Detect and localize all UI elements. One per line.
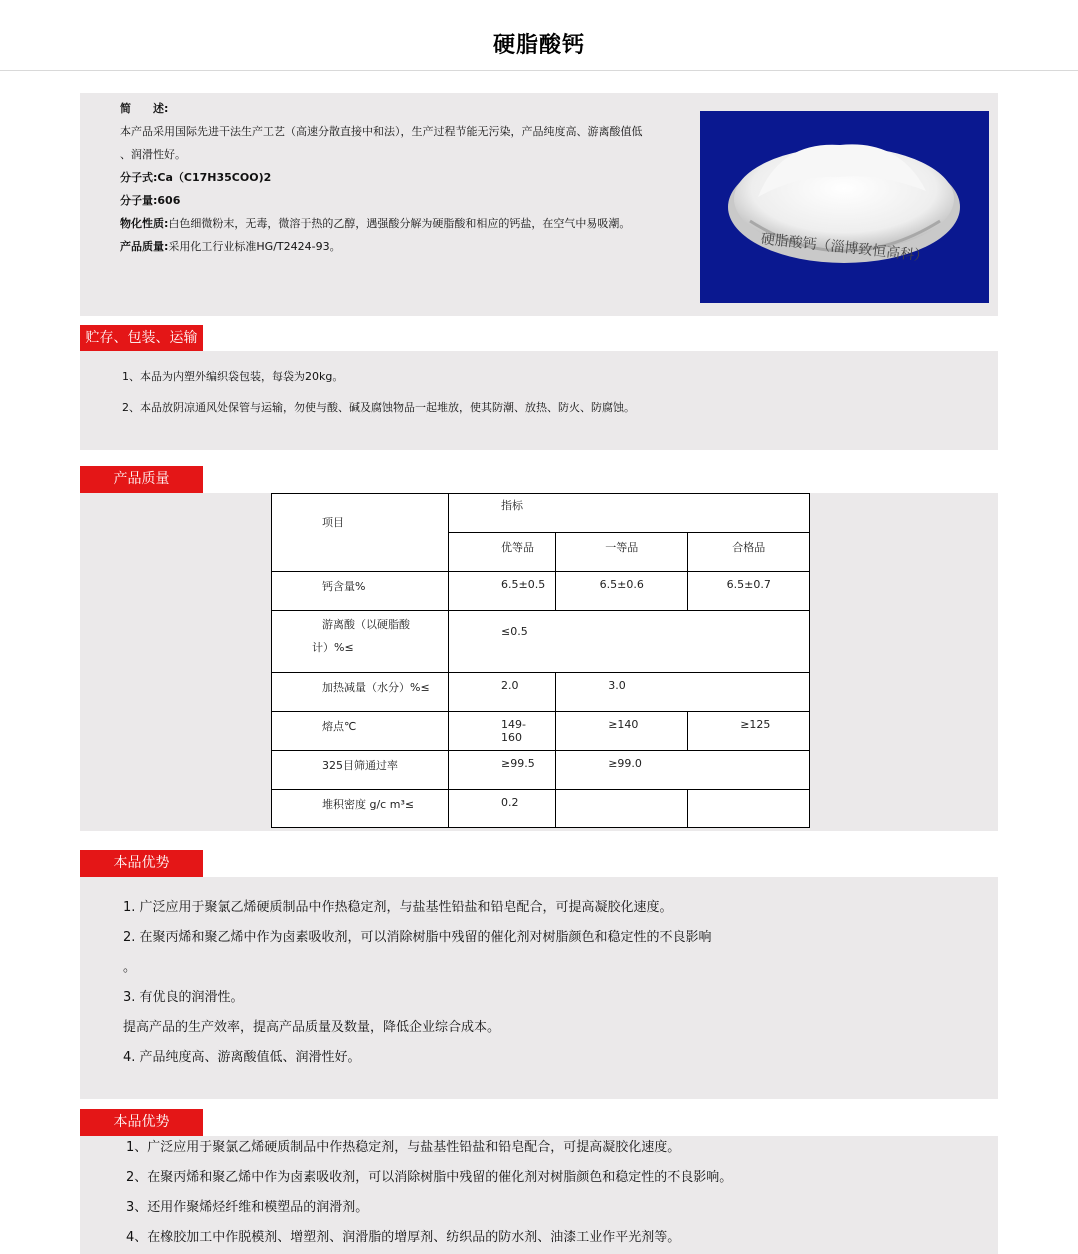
advantages-panel-2 — [80, 1136, 998, 1254]
table-row — [272, 712, 810, 751]
advantage-item: 。 — [123, 960, 137, 975]
page-title: 硬脂酸钙 — [492, 33, 585, 58]
header-item: 项目 — [272, 494, 449, 572]
property-value: 白色细微粉末，无毒，微溶于热的乙醇，遇强酸分解为硬脂酸和相应的钙盐，在空气中易吸潮。 — [168, 217, 631, 230]
intro-text — [120, 97, 700, 258]
row-name: 熔点℃ — [272, 712, 449, 751]
advantage-item: 提高产品的生产效率，提高产品质量及数量，降低企业综合成本。 — [123, 1020, 501, 1035]
row-value: 3.0 — [556, 673, 810, 712]
row-name: 游离酸（以硬脂酸 — [322, 618, 410, 631]
advantage-item: 4. 产品纯度高、游离酸值低、润滑性好。 — [123, 1050, 361, 1065]
photo-caption: 硬脂酸钙（淄博致恒高科） — [760, 231, 929, 265]
row-value: 2.0 — [449, 673, 556, 712]
row-value: 6.5±0.6 — [556, 572, 688, 611]
row-value: 6.5±0.7 — [688, 572, 810, 611]
row-value: 149-160 — [449, 712, 556, 751]
property-label: 物化性质: — [120, 217, 169, 230]
tab-storage: 贮存、包装、运输 — [80, 325, 203, 352]
tab-advantages-2: 本品优势 — [80, 1109, 203, 1136]
grade-2: 一等品 — [556, 533, 688, 572]
row-value: 0.2 — [449, 790, 556, 828]
grade-3: 合格品 — [688, 533, 810, 572]
table-row — [272, 673, 810, 712]
advantage-item: 2. 在聚丙烯和聚乙烯中作为卤素吸收剂，可以消除树脂中残留的催化剂对树脂颜色和稳定性的不良影响 — [123, 930, 712, 945]
advantage-item: 1. 广泛应用于聚氯乙烯硬质制品中作热稳定剂，与盐基性铅盐和铅皂配合，可提高凝胶化速度。 — [123, 900, 673, 915]
advantage-item: 4、在橡胶加工中作脱模剂、增塑剂、润滑脂的增厚剂、纺织品的防水剂、油漆工业作平光剂等。 — [126, 1230, 681, 1245]
table-row — [272, 751, 810, 790]
row-value: ≤0.5 — [449, 611, 810, 673]
header-index: 指标 — [449, 494, 810, 533]
table-row — [272, 572, 810, 611]
overview-text-2: 、润滑性好。 — [120, 148, 186, 161]
row-value: ≥99.0 — [556, 751, 810, 790]
storage-line-2: 2、本品放阴凉通风处保管与运输，勿使与酸、碱及腐蚀物品一起堆放，使其防潮、放热、防火、防腐蚀。 — [122, 401, 635, 414]
row-name: 计）%≤ — [312, 641, 354, 654]
formula-label: 分子式: — [120, 171, 158, 184]
advantages-panel — [80, 877, 998, 1099]
advantage-item: 3、还用作聚烯烃纤维和模塑品的润滑剂。 — [126, 1200, 369, 1215]
row-name: 325目筛通过率 — [272, 751, 449, 790]
intro-panel — [80, 93, 998, 316]
product-photo — [700, 111, 989, 303]
advantage-item: 3. 有优良的润滑性。 — [123, 990, 244, 1005]
spec-table — [271, 493, 810, 828]
storage-line-1: 1、本品为内塑外编织袋包装，每袋为20kg。 — [122, 370, 344, 383]
row-value: 6.5±0.5 — [449, 572, 556, 611]
grade-1: 优等品 — [449, 533, 556, 572]
weight-label: 分子量: — [120, 194, 158, 207]
tab-quality: 产品质量 — [80, 466, 203, 493]
row-name: 钙含量% — [272, 572, 449, 611]
row-name: 加热减量（水分）%≤ — [272, 673, 449, 712]
advantage-item: 2、在聚丙烯和聚乙烯中作为卤素吸收剂，可以消除树脂中残留的催化剂对树脂颜色和稳定性的不良影响。 — [126, 1170, 733, 1185]
table-row — [272, 790, 810, 828]
row-value: ≥99.5 — [449, 751, 556, 790]
row-name: 堆积密度 g/c m³≤ — [272, 790, 449, 828]
quality-value: 采用化工行业标准HG/T2424-93。 — [168, 240, 341, 253]
title-divider — [0, 70, 1078, 71]
table-row — [272, 611, 810, 673]
advantage-item: 1、广泛应用于聚氯乙烯硬质制品中作热稳定剂，与盐基性铅盐和铅皂配合，可提高凝胶化速度。 — [126, 1140, 681, 1155]
overview-label: 简 述: — [120, 102, 169, 115]
quality-label: 产品质量: — [120, 240, 169, 253]
weight-value: 606 — [157, 194, 181, 207]
row-value: ≥140 — [556, 712, 688, 751]
storage-panel — [80, 351, 998, 450]
overview-text: 本产品采用国际先进干法生产工艺（高速分散直接中和法），生产过程节能无污染，产品纯度高、游离酸值低 — [120, 125, 643, 138]
row-value: ≥125 — [688, 712, 810, 751]
quality-panel — [80, 493, 998, 831]
tab-advantages: 本品优势 — [80, 850, 203, 877]
formula-value: Ca（C17H35COO)2 — [157, 171, 272, 184]
